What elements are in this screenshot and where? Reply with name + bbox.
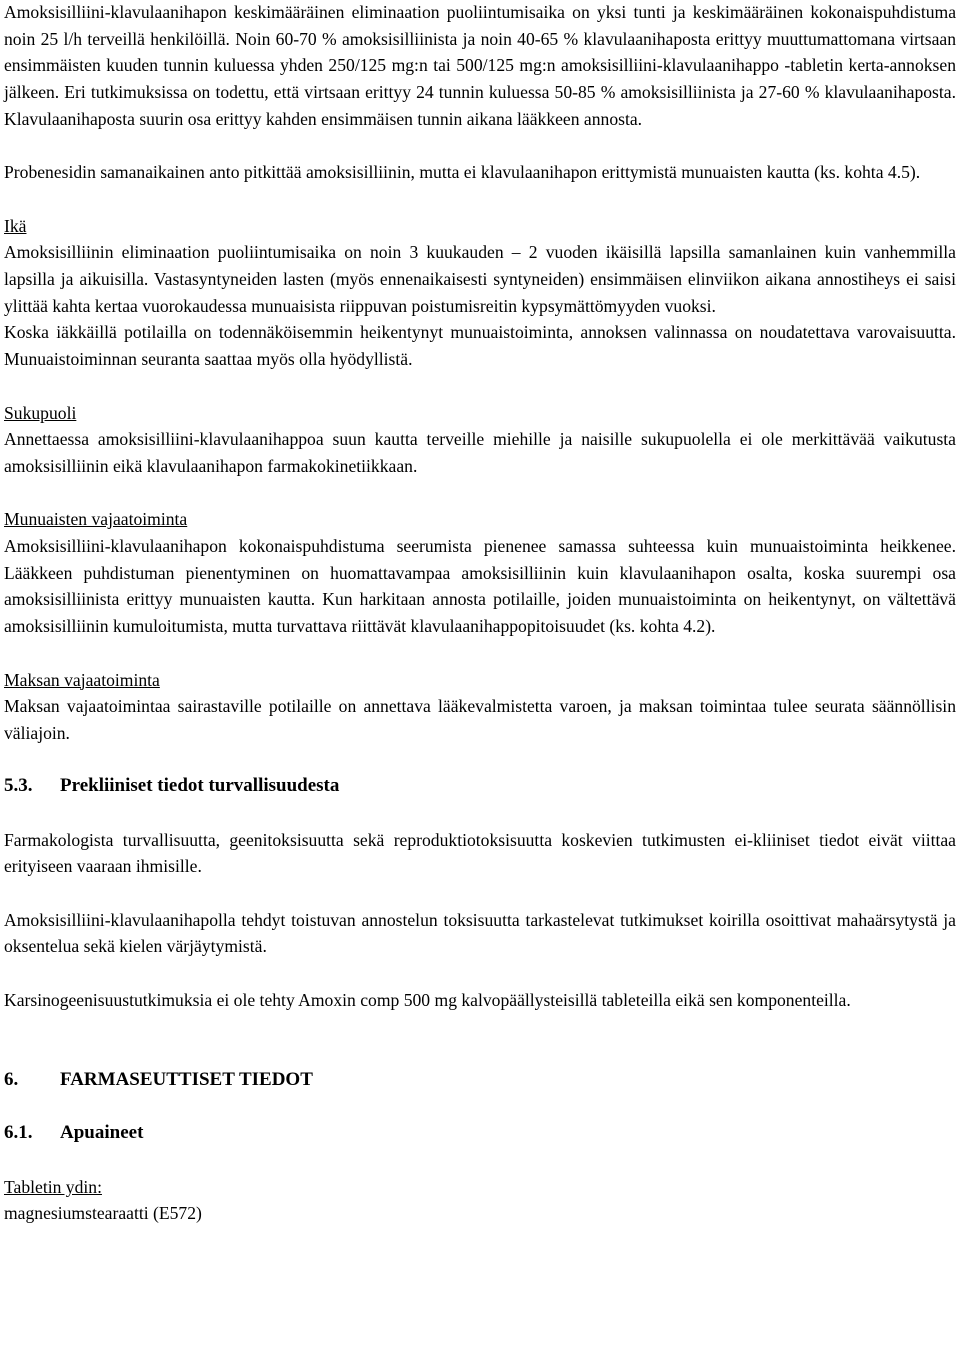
excipient-item: magnesiumstearaatti (E572) xyxy=(4,1203,202,1224)
section-6-1-heading xyxy=(4,1120,956,1147)
section-6-1-number: 6.1. xyxy=(4,1122,33,1144)
age-paragraph-1: Amoksisilliinin eliminaation puoliintumisaika on noin 3 kuukauden – 2 vuoden ikäisillä lapsilla samanlainen kuin vanhemmilla lapsilla ja aikuisilla. Vastasyntyneiden lasten (myös ennenaikaisesti syntyneiden) ensimmäisen elinviikon aikana annostiheys ei saisi ylittää kahta kertaa vuorokaudessa munuaisista riippuvan poistumisreitin kypsymättömyyden vuoksi. xyxy=(4,242,956,316)
sex-subheading: Sukupuoli xyxy=(4,402,77,423)
age-paragraph-2: Koska iäkkäillä potilailla on todennäköisemmin heikentynyt munuaistoiminta, annoksen valinnassa on noudatettava varovaisuutta. Munuaistoiminnan seuranta saattaa myös olla hyödyllistä. xyxy=(4,322,956,370)
section-6-1-title: Apuaineet xyxy=(60,1122,144,1144)
probenecid-paragraph: Probenesidin samanaikainen anto pitkittää amoksisilliinin, mutta ei klavulaanihapon erittymistä munuaisten kautta (ks. kohta 4.5). xyxy=(4,162,921,183)
section-5-3-number: 5.3. xyxy=(4,775,33,797)
hepatic-paragraph: Maksan vajaatoimintaa sairastaville potilaille on annettava lääkevalmistetta varoen, ja maksan toimintaa tulee seurata säännöllisin väliajoin. xyxy=(4,696,956,743)
preclinical-paragraph-1: Farmakologista turvallisuutta, geenitoksisuutta sekä reproduktiotoksisuutta koskevien tutkimusten ei-kliiniset tiedot eivät viittaa erityiseen vaaraan ihmisille. xyxy=(4,829,956,877)
document-page xyxy=(4,0,956,1227)
renal-subheading: Munuaisten vajaatoiminta xyxy=(4,509,188,530)
elimination-paragraph: Amoksisilliini-klavulaanihapon keskimääräinen eliminaation puoliintumisaika on yksi tunti ja keskimääräinen kokonaispuhdistuma noin 25 l/h terveillä henkilöillä. Noin 60-70 % amoksisilliinista ja noin 40-65 % klavulaanihaposta erittyy muuttumattomana virtsaan ensimmäisten kuuden tunnin kuluessa yhden 250/125 mg:n tai 500/125 mg:n amoksisilliini-klavulaanihappo -tabletin kerta-annoksen jälkeen. Eri tutkimuksissa on todettu, että virtsaan erittyy 24 tunnin kuluessa 50-85 % amoksisilliinista ja 27-60 % klavulaanihaposta. Klavulaanihaposta suurin osa erittyy kahden ensimmäisen tunnin aikana lääkkeen annosta. xyxy=(4,2,956,129)
age-subheading: Ikä xyxy=(4,215,27,236)
preclinical-paragraph-2: Amoksisilliini-klavulaanihapolla tehdyt toistuvan annostelun toksisuutta tarkastelevat tutkimukset koirilla osoittivat mahaärsytystä ja oksentelua sekä kielen värjäytymistä. xyxy=(4,909,956,957)
preclinical-paragraph-3: Karsinogeenisuustutkimuksia ei ole tehty Amoxin comp 500 mg kalvopäällysteisillä tableteilla eikä sen komponenteilla. xyxy=(4,989,851,1010)
renal-paragraph: Amoksisilliini-klavulaanihapon kokonaispuhdistuma seerumista pienenee samassa suhteessa kuin munuaistoiminta heikkenee. Lääkkeen puhdistuman pienentyminen on huomattavampaa amoksisilliinin kuin klavulaanihapon osalta, koska suurempi osa amoksisilliinista erittyy munuaisten kautta. Kun harkitaan annosta potilaille, joiden munuaistoiminta on heikentynyt, on vältettävä amoksisilliinin kumuloitumista, mutta turvattava riittävät klavulaanihappopitoisuudet (ks. kohta 4.2). xyxy=(4,536,956,637)
tablet-core-subheading: Tabletin ydin: xyxy=(4,1176,102,1197)
section-6-title: FARMASEUTTISET TIEDOT xyxy=(60,1068,313,1090)
section-6-heading xyxy=(4,1067,956,1094)
section-6-number: 6. xyxy=(4,1068,19,1090)
hepatic-subheading: Maksan vajaatoiminta xyxy=(4,669,160,690)
section-5-3-title: Prekliiniset tiedot turvallisuudesta xyxy=(60,775,340,797)
sex-paragraph: Annettaessa amoksisilliini-klavulaanihappoa suun kautta terveille miehille ja naisille sukupuolella ei ole merkittävää vaikutusta amoksisilliinin eikä klavulaanihapon farmakokinetiikkaan. xyxy=(4,429,956,476)
section-5-3-heading xyxy=(4,773,956,800)
